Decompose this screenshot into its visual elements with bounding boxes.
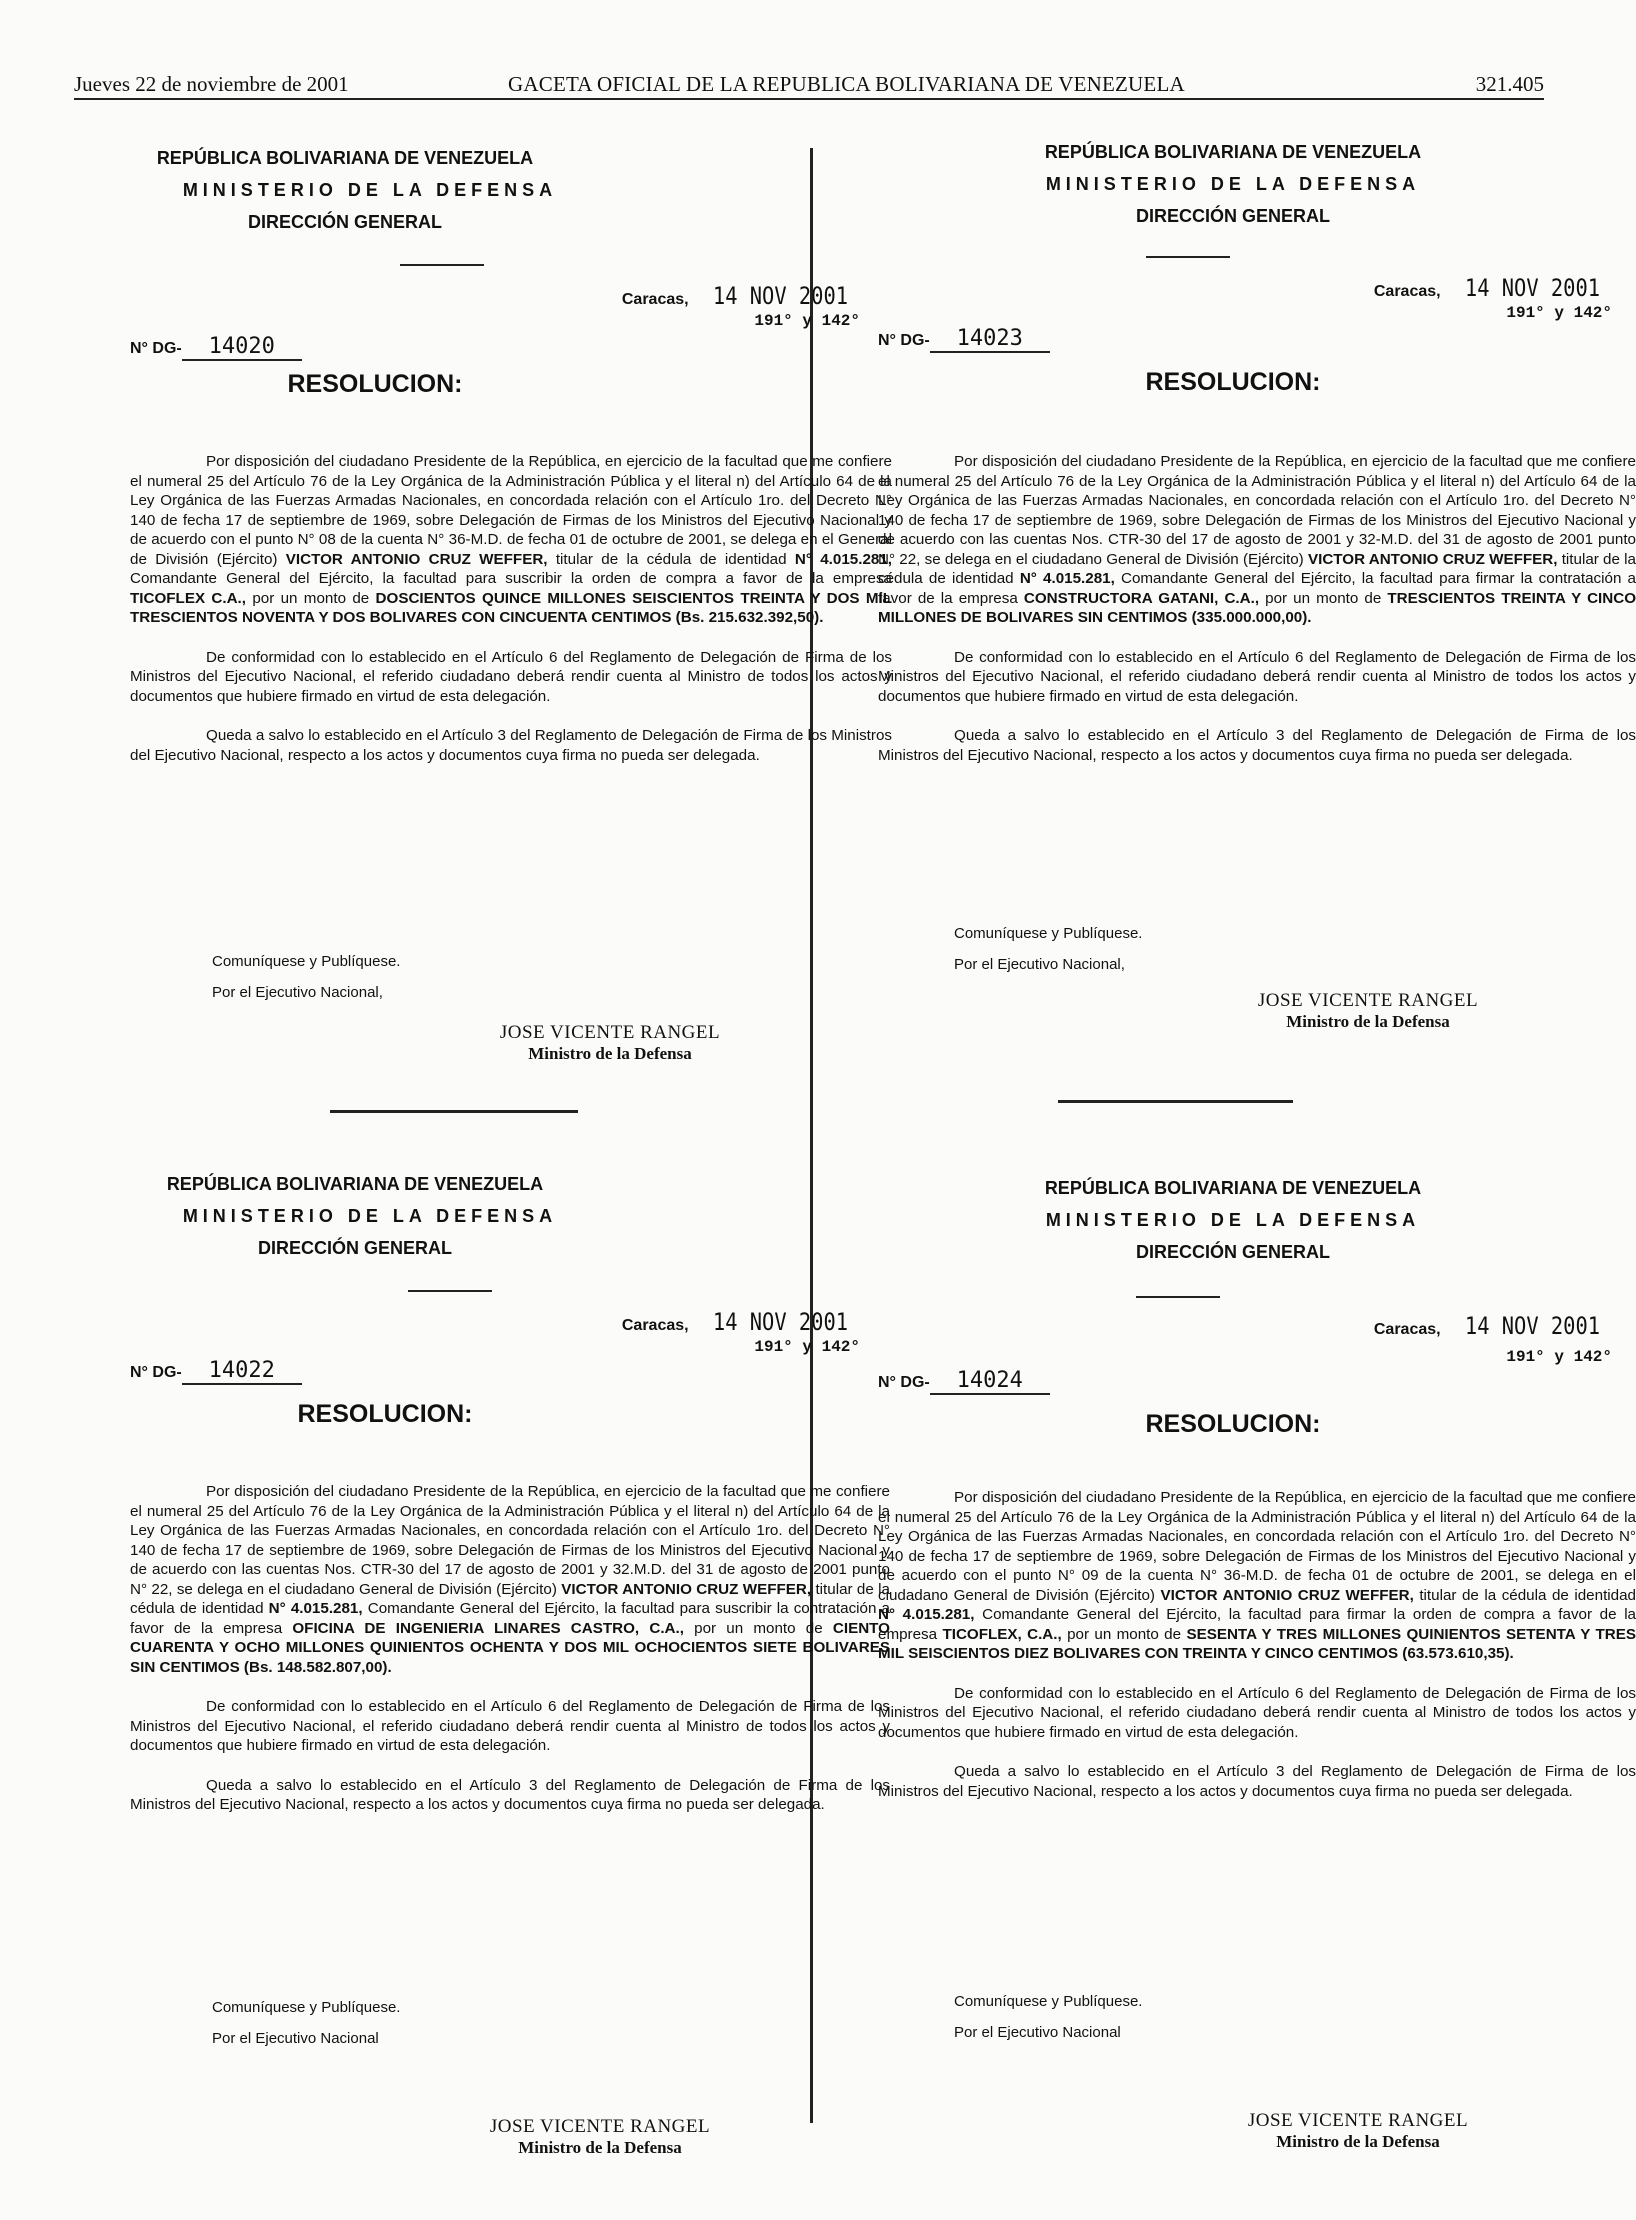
caracas-label: Caracas, <box>621 1317 689 1334</box>
heading-rule <box>1136 1296 1220 1298</box>
signatory-name: JOSE VICENTE RANGEL <box>1247 2110 1469 2131</box>
caracas-label: Caracas, <box>1373 283 1441 300</box>
company-name: TICOFLEX C.A., <box>130 589 247 607</box>
amount: DOSCIENTOS QUINCE MILLONES SEISCIENTOS TREINTA Y DOS MIL TRESCIENTOS NOVENTA Y DOS BOLIVARES CON CINCUENTA CENTIMOS (Bs. 215.632.392,50). <box>130 589 893 626</box>
closing-line-1: Comuníquese y Publíquese. <box>954 1993 1143 2010</box>
signatory-role: Ministro de la Defensa <box>518 2138 682 2157</box>
date-stamp: 14 NOV 2001 <box>1464 1312 1601 1340</box>
republica-heading: REPÚBLICA BOLIVARIANA DE VENEZUELA <box>156 148 534 168</box>
caracas-label: Caracas, <box>1373 1321 1441 1338</box>
republica-heading: REPÚBLICA BOLIVARIANA DE VENEZUELA <box>166 1174 544 1194</box>
page-header <box>74 68 1544 100</box>
signatory-name: JOSE VICENTE RANGEL <box>489 2116 711 2137</box>
date-line <box>622 1308 860 1336</box>
resolution-body <box>878 1488 1636 1821</box>
id-number: N° 4.015.281, <box>794 550 892 568</box>
delegate-name: VICTOR ANTONIO CRUZ WEFFER, <box>285 550 548 568</box>
heading-rule <box>400 264 484 266</box>
ministerio-heading: MINISTERIO DE LA DEFENSA <box>182 180 558 200</box>
number-label: N° DG- <box>878 332 930 349</box>
closing-line-1: Comuníquese y Publíquese. <box>212 1999 401 2016</box>
resolution-14022 <box>130 1174 890 2174</box>
id-number: N° 4.015.281, <box>878 1606 975 1623</box>
signatory-name: JOSE VICENTE RANGEL <box>499 1022 721 1043</box>
paragraph-1: Por disposición del ciudadano Presidente de la República, en ejercicio de la facultad que me confiere el numeral 25 del Artículo 76 de la Ley Orgánica de la Administración Pública y el literal n) del Artículo 64 de la Ley Orgánica de las Fuerzas Armadas Nacionales, en concordada relación con el Artículo 1ro. del Decreto N° 140 de fecha 17 de septiembre de 1969, sobre Delegación de Firmas de los Ministros del Ejecutivo Nacional y de acuerdo con las cuentas Nos. CTR-30 del 17 de agosto de 2001 y 32-M.D. del 31 de agosto de 2001 punto N° 22, se delega en el ciudadano General de División (Ejército) VICTOR ANTONIO CRUZ WEFFER, titular de la cédula de identidad N° 4.015.281, Comandante General del Ejército, la facultad para firmar la contratación a favor de la empresa CONSTRUCTORA GATANI, C.A., por un monto de TRESCIENTOS TREINTA Y CINCO MILLONES DE BOLIVARES SIN CENTIMOS (335.000.000,00). <box>878 453 1636 626</box>
number-label: N° DG- <box>878 1374 930 1391</box>
date-stamp: 14 NOV 2001 <box>712 1308 849 1336</box>
signature-block <box>450 2116 750 2158</box>
closing <box>212 946 400 1008</box>
number-label: N° DG- <box>130 1364 182 1381</box>
closing-line-2: Por el Ejecutivo Nacional, <box>212 984 383 1001</box>
ministerio-heading: MINISTERIO DE LA DEFENSA <box>1045 174 1421 194</box>
heading-rule <box>1146 256 1230 258</box>
header-rule <box>74 98 1544 100</box>
number-label: N° DG- <box>130 340 182 357</box>
closing-line-2: Por el Ejecutivo Nacional, <box>954 956 1125 973</box>
closing-line-2: Por el Ejecutivo Nacional <box>212 2030 379 2047</box>
resolution-body <box>130 452 892 785</box>
number-value: 14023 <box>930 326 1050 353</box>
years-line: 191° y 142° <box>1506 304 1612 322</box>
resolution-number <box>130 1358 302 1385</box>
date-stamp: 14 NOV 2001 <box>712 282 849 310</box>
id-number: N° 4.015.281, <box>268 1600 363 1617</box>
resolution-14024 <box>878 1178 1636 2178</box>
id-number: N° 4.015.281, <box>1019 570 1115 587</box>
paragraph-2: De conformidad con lo establecido en el Artículo 6 del Reglamento de Delegación de Firma de los Ministros del Ejecutivo Nacional, el referido ciudadano deberá rendir cuenta al Ministro de todos los actos y documentos que hubiere firmado en virtud de esta delegación. <box>878 1684 1636 1741</box>
paragraph-2: De conformidad con lo establecido en el Artículo 6 del Reglamento de Delegación de Firma de los Ministros del Ejecutivo Nacional, el referido ciudadano deberá rendir cuenta al Ministro de todos los actos y documentos que hubiere firmado en virtud de esta delegación. <box>878 648 1636 705</box>
paragraph-1: Por disposición del ciudadano Presidente de la República, en ejercicio de la facultad que me confiere el numeral 25 del Artículo 76 de la Ley Orgánica de la Administración Pública y el literal n) del Artículo 64 de la Ley Orgánica de las Fuerzas Armadas Nacionales, en concordada relación con el Artículo 1ro. del Decreto N° 140 de fecha 17 de septiembre de 1969, sobre Delegación de Firmas de los Ministros del Ejecutivo Nacional y de acuerdo con el punto N° 09 de la cuenta N° 36-M.D. de fecha 01 de octubre de 2001, se delega en el ciudadano General de División (Ejército) VICTOR ANTONIO CRUZ WEFFER, titular de la cédula de identidad N° 4.015.281, Comandante General del Ejército, la facultad para firmar la orden de compra a favor de la empresa TICOFLEX, C.A., por un monto de SESENTA Y TRES MILLONES QUINIENTOS SETENTA Y TRES MIL SEISCIENTOS DIEZ BOLIVARES CON TREINTA Y CINCO CENTIMOS (63.573.610,35). <box>878 1489 1636 1662</box>
delegate-name: VICTOR ANTONIO CRUZ WEFFER, <box>1160 1586 1414 1604</box>
paragraph-1: Por disposición del ciudadano Presidente de la República, en ejercicio de la facultad que me confiere el numeral 25 del Artículo 76 de la Ley Orgánica de la Administración Pública y el literal n) del Artículo 64 de la Ley Orgánica de las Fuerzas Armadas Nacionales, en concordada relación con el Artículo 1ro. del Decreto N° 140 de fecha 17 de septiembre de 1969, sobre Delegación de Firmas de los Ministros del Ejecutivo Nacional y de acuerdo con el punto N° 08 de la cuenta N° 36-M.D. de fecha 01 de octubre de 2001, se delega en el General de División (Ejército) VICTOR ANTONIO CRUZ WEFFER, titular de la cédula de identidad N° 4.015.281, Comandante General del Ejército, la facultad para suscribir la orden de compra a favor de la empresa TICOFLEX C.A., por un monto de DOSCIENTOS QUINCE MILLONES SEISCIENTOS TREINTA Y DOS MIL TRESCIENTOS NOVENTA Y DOS BOLIVARES CON CINCUENTA CENTIMOS (Bs. 215.632.392,50). <box>130 453 893 626</box>
years-line: 191° y 142° <box>754 1338 860 1356</box>
number-value: 14020 <box>182 334 302 361</box>
header-date: Jueves 22 de noviembre de 2001 <box>74 72 349 96</box>
signatory-role: Ministro de la Defensa <box>1286 1012 1450 1031</box>
date-line <box>622 282 860 310</box>
years-line: 191° y 142° <box>1506 1348 1612 1366</box>
closing-line-1: Comuníquese y Publíquese. <box>212 953 401 970</box>
years-line: 191° y 142° <box>754 312 860 330</box>
amount: SESENTA Y TRES MILLONES QUINIENTOS SETENTA Y TRES MIL SEISCIENTOS DIEZ BOLIVARES CON TREINTA Y CINCO CENTIMOS (63.573.610,35). <box>878 1625 1636 1662</box>
closing <box>954 1986 1142 2048</box>
ministerio-heading: MINISTERIO DE LA DEFENSA <box>1045 1210 1421 1230</box>
paragraph-2: De conformidad con lo establecido en el Artículo 6 del Reglamento de Delegación de Firma de los Ministros del Ejecutivo Nacional, el referido ciudadano deberá rendir cuenta al Ministro de todos los actos y documentos que hubiere firmado en virtud de esta delegación. <box>130 1698 890 1754</box>
paragraph-3: Queda a salvo lo establecido en el Artículo 3 del Reglamento de Delegación de Firma de los Ministros del Ejecutivo Nacional, respecto a los actos y documentos cuya firma no pueda ser delegada. <box>130 1776 890 1813</box>
caracas-label: Caracas, <box>621 291 689 308</box>
paragraph-3: Queda a salvo lo establecido en el Artículo 3 del Reglamento de Delegación de Firma de los Ministros del Ejecutivo Nacional, respecto a los actos y documentos cuya firma no pueda ser delegada. <box>878 727 1636 764</box>
direccion-heading: DIRECCIÓN GENERAL <box>257 1238 452 1258</box>
republica-heading: REPÚBLICA BOLIVARIANA DE VENEZUELA <box>1044 1178 1422 1198</box>
heading-rule <box>408 1290 492 1292</box>
resolution-title: RESOLUCION: <box>287 370 463 398</box>
amount: TRESCIENTOS TREINTA Y CINCO MILLONES DE BOLIVARES SIN CENTIMOS (335.000.000,00). <box>878 589 1636 626</box>
paragraph-3: Queda a salvo lo establecido en el Artículo 3 del Reglamento de Delegación de Firma de los Ministros del Ejecutivo Nacional, respecto a los actos y documentos cuya firma no pueda ser delegada. <box>878 1763 1636 1800</box>
signatory-role: Ministro de la Defensa <box>1276 2132 1440 2151</box>
paragraph-2: De conformidad con lo establecido en el Artículo 6 del Reglamento de Delegación de Firma de los Ministros del Ejecutivo Nacional, el referido ciudadano deberá rendir cuenta al Ministro de todos los actos y documentos que hubiere firmado en virtud de esta delegación. <box>130 648 892 705</box>
date-line <box>1374 274 1612 302</box>
resolution-number <box>878 326 1050 353</box>
closing-line-1: Comuníquese y Publíquese. <box>954 925 1143 942</box>
header-page-number: 321.405 <box>1475 72 1544 96</box>
signature-block <box>1208 2110 1508 2152</box>
delegate-name: VICTOR ANTONIO CRUZ WEFFER, <box>561 1580 812 1598</box>
closing-line-2: Por el Ejecutivo Nacional <box>954 2024 1121 2041</box>
closing <box>212 1992 400 2054</box>
date-line <box>1374 1312 1612 1340</box>
resolution-body <box>130 1482 890 1835</box>
direccion-heading: DIRECCIÓN GENERAL <box>1135 1242 1330 1262</box>
paragraph-1: Por disposición del ciudadano Presidente de la República, en ejercicio de la facultad que me confiere el numeral 25 del Artículo 76 de la Ley Orgánica de la Administración Pública y el literal n) del Artículo 64 de la Ley Orgánica de las Fuerzas Armadas Nacionales, en concordada relación con el Artículo 1ro. del Decreto N° 140 de fecha 17 de septiembre de 1969, sobre Delegación de Firmas de los Ministros del Ejecutivo Nacional y de acuerdo con las cuentas Nos. CTR-30 del 17 de agosto de 2001 y 32.M.D. del 31 de agosto de 2001 punto N° 22, se delega en el ciudadano General de División (Ejército) VICTOR ANTONIO CRUZ WEFFER, titular de la cédula de identidad N° 4.015.281, Comandante General del Ejército, la facultad para suscribir la contratación a favor de la empresa OFICINA DE INGENIERIA LINARES CASTRO, C.A., por un monto de CIENTO CUARENTA Y OCHO MILLONES QUINIENTOS OCHENTA Y DOS MIL OCHOCIENTOS SIETE BOLIVARES SIN CENTIMOS (Bs. 148.582.807,00). <box>130 1483 890 1676</box>
header-title: GACETA OFICIAL DE LA REPUBLICA BOLIVARIANA DE VENEZUELA <box>508 72 1185 96</box>
amount: CIENTO CUARENTA Y OCHO MILLONES QUINIENTOS OCHENTA Y DOS MIL OCHOCIENTOS SIETE BOLIVARES SIN CENTIMOS (Bs. 148.582.807,00). <box>130 1619 890 1676</box>
number-value: 14024 <box>930 1368 1050 1395</box>
resolution-number <box>130 334 302 361</box>
resolution-title: RESOLUCION: <box>1145 368 1321 396</box>
resolution-title: RESOLUCION: <box>297 1400 473 1428</box>
resolution-14023 <box>878 142 1636 1142</box>
direccion-heading: DIRECCIÓN GENERAL <box>247 212 442 232</box>
signature-block <box>1218 990 1518 1032</box>
direccion-heading: DIRECCIÓN GENERAL <box>1135 206 1330 226</box>
company-name: TICOFLEX, C.A., <box>942 1625 1062 1643</box>
republica-heading: REPÚBLICA BOLIVARIANA DE VENEZUELA <box>1044 142 1422 162</box>
company-name: CONSTRUCTORA GATANI, C.A., <box>1023 589 1260 607</box>
ministerio-heading: MINISTERIO DE LA DEFENSA <box>182 1206 558 1226</box>
resolution-number <box>878 1368 1050 1395</box>
number-value: 14022 <box>182 1358 302 1385</box>
company-name: OFICINA DE INGENIERIA LINARES CASTRO, C.A., <box>292 1619 684 1637</box>
resolution-14020 <box>130 142 893 1142</box>
signature-block <box>460 1022 760 1064</box>
signatory-role: Ministro de la Defensa <box>528 1044 692 1063</box>
closing <box>954 918 1142 980</box>
resolution-body <box>878 452 1636 785</box>
delegate-name: VICTOR ANTONIO CRUZ WEFFER, <box>1307 550 1558 568</box>
date-stamp: 14 NOV 2001 <box>1464 274 1601 302</box>
paragraph-3: Queda a salvo lo establecido en el Artículo 3 del Reglamento de Delegación de Firma de los Ministros del Ejecutivo Nacional, respecto a los actos y documentos cuya firma no pueda ser delegada. <box>130 727 892 764</box>
signatory-name: JOSE VICENTE RANGEL <box>1257 990 1479 1011</box>
resolution-title: RESOLUCION: <box>1145 1410 1321 1438</box>
